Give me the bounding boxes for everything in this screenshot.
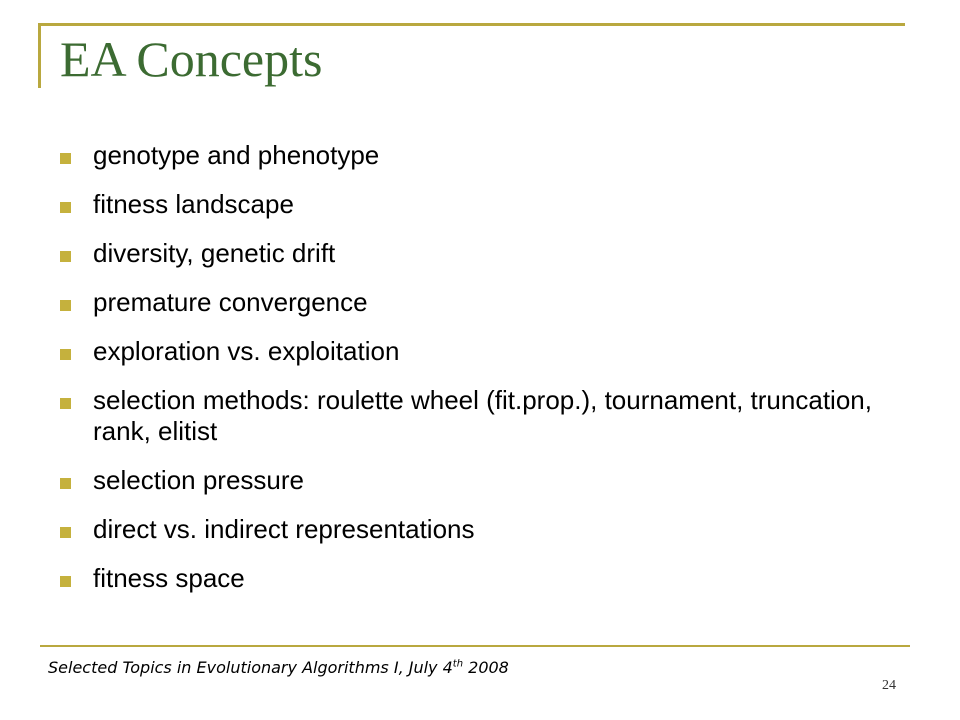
bullet-text: fitness space xyxy=(93,563,245,593)
bullet-list xyxy=(60,140,890,612)
bullet-text: premature convergence xyxy=(93,287,368,317)
bullet-text: selection methods: roulette wheel (fit.prop.), tournament, truncation, rank, elitist xyxy=(93,385,872,446)
bullet-text: direct vs. indirect representations xyxy=(93,514,475,544)
frame-bottom-line xyxy=(40,645,910,647)
square-bullet-icon xyxy=(60,349,71,360)
frame-left-line xyxy=(38,23,41,88)
footer-superscript: th xyxy=(452,658,464,670)
bullet-item xyxy=(60,385,890,447)
bullet-text: fitness landscape xyxy=(93,189,294,219)
bullet-item xyxy=(60,238,890,269)
square-bullet-icon xyxy=(60,478,71,489)
page-number: 24 xyxy=(882,678,896,693)
square-bullet-icon xyxy=(60,576,71,587)
bullet-item xyxy=(60,189,890,220)
slide-title: EA Concepts xyxy=(60,31,323,87)
square-bullet-icon xyxy=(60,398,71,409)
footer-text: Selected Topics in Evolutionary Algorithms I, July 4 xyxy=(48,658,453,677)
bullet-item xyxy=(60,563,890,594)
footer-year: 2008 xyxy=(463,658,509,677)
bullet-text: genotype and phenotype xyxy=(93,140,380,170)
bullet-text: selection pressure xyxy=(93,465,304,495)
bullet-item xyxy=(60,336,890,367)
bullet-item xyxy=(60,465,890,496)
bullet-text: exploration vs. exploitation xyxy=(93,336,400,366)
square-bullet-icon xyxy=(60,202,71,213)
bullet-text: diversity, genetic drift xyxy=(93,238,336,268)
footer-caption xyxy=(48,658,509,677)
square-bullet-icon xyxy=(60,153,71,164)
bullet-item xyxy=(60,140,890,171)
bullet-item xyxy=(60,287,890,318)
square-bullet-icon xyxy=(60,527,71,538)
bullet-item xyxy=(60,514,890,545)
frame-top-line xyxy=(40,23,905,26)
square-bullet-icon xyxy=(60,300,71,311)
square-bullet-icon xyxy=(60,251,71,262)
